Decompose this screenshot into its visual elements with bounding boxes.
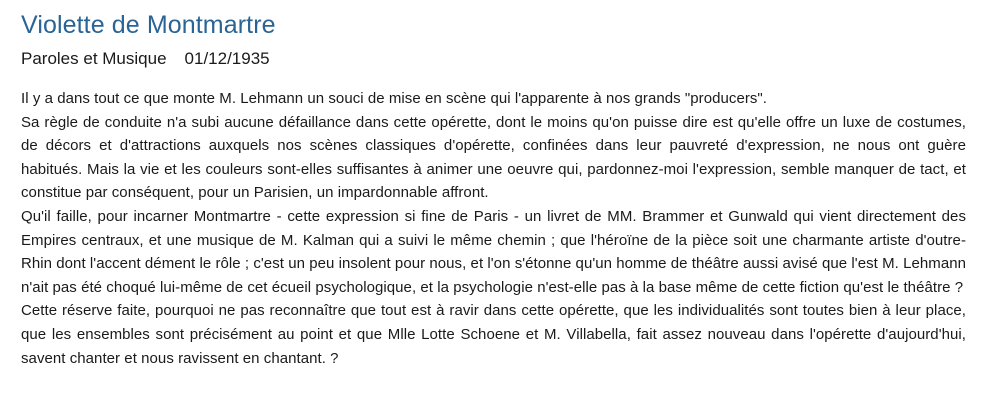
article-paragraph: Cette réserve faite, pourquoi ne pas reconnaître que tout est à ravir dans cette opérette, que les individualités sont toutes bien à leur place, que les ensembles sont précisément au point et que Mlle Lotte Schoene et M. Villabella, fait assez nouveau dans l'opérette d'aujourd'hui, savent chanter et nous ravissent en chantant. ? <box>21 302 966 367</box>
article-source: Paroles et Musique <box>21 49 167 68</box>
article-paragraph: Sa règle de conduite n'a subi aucune défaillance dans cette opérette, dont le moins qu'on puisse dire est qu'elle offre un luxe de costumes, de décors et d'attractions auxquels nos scènes classiques d'opérette, confinées dans leur pauvreté d'expression, ne nous ont guère habitués. Mais la vie et les couleurs sont-elles suffisantes à animer une oeuvre qui, pardonnez-moi l'expression, semble manquer de tact, et constitue par conséquent, pour un Parisien, un impardonnable affront. <box>21 113 966 202</box>
article-body <box>21 87 966 370</box>
article-meta <box>21 49 966 69</box>
article-paragraph: Qu'il faille, pour incarner Montmartre - cette expression si fine de Paris - un livret de MM. Brammer et Gunwald qui vient directement des Empires centraux, et une musique de M. Kalman qui a suivi le même chemin ; que l'héroïne de la pièce soit une charmante artiste d'outre-Rhin dont l'accent dément le rôle ; c'est un peu insolent pour nous, et l'on s'étonne qu'un homme de théâtre aussi avisé que l'est M. Lehmann n'ait pas été choqué lui-même de cet écueil psychologique, et la psychologie n'est-elle pas à la base même de cette fiction qu'est le théâtre ? <box>21 207 966 296</box>
article-title: Violette de Montmartre <box>21 11 276 39</box>
article <box>21 10 966 370</box>
article-date: 01/12/1935 <box>184 49 270 68</box>
article-paragraph: Il y a dans tout ce que monte M. Lehmann un souci de mise en scène qui l'apparente à nos grands "producers". <box>21 90 768 107</box>
